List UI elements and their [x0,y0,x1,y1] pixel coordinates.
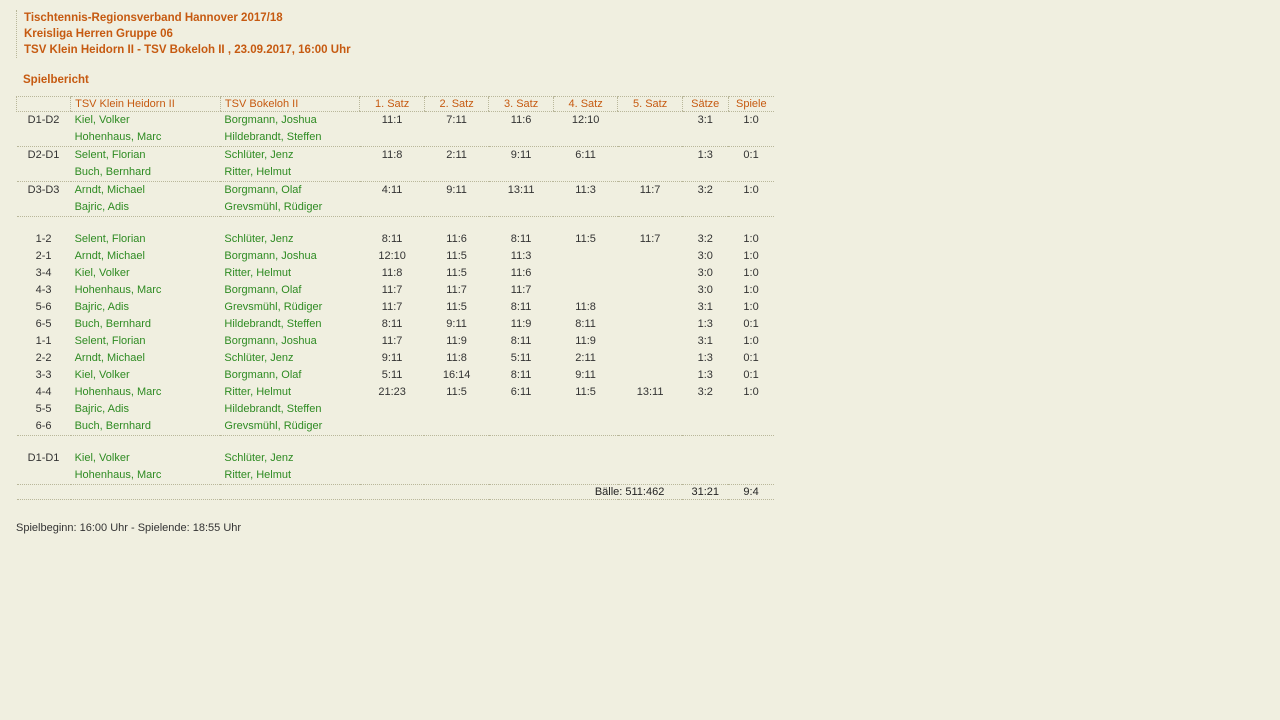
match-id: 6-6 [17,418,71,436]
set-score [489,129,554,147]
away-player: Borgmann, Olaf [224,369,302,381]
set-score [618,282,683,299]
set-score [424,418,489,436]
column-header: 3. Satz [489,97,554,112]
home-player: Buch, Bernhard [71,164,221,182]
spiele-total: 1:0 [743,301,759,313]
saetze-total: 3:2 [697,184,713,196]
match-id: 2-2 [35,352,52,364]
home-player: Hohenhaus, Marc [71,129,221,147]
match-id: 1-1 [35,335,52,347]
set-score: 8:11 [575,318,596,330]
table-row [17,112,775,130]
saetze-total [682,129,728,147]
match-id: 5-5 [35,403,52,415]
match-id: D1-D2 [27,114,60,126]
column-header: TSV Klein Heidorn II [71,97,221,112]
set-score [553,265,618,282]
table-row [17,182,775,200]
set-score [618,333,683,350]
away-player: Borgmann, Joshua [224,250,317,262]
set-score: 8:11 [381,233,403,245]
away-player: Schlüter, Jenz [224,233,294,245]
set-score [424,129,489,147]
set-score: 5:11 [510,352,532,364]
set-score [424,401,489,418]
row-spacer [17,217,775,232]
home-player: Arndt, Michael [74,250,145,262]
match-id: 2-1 [35,250,52,262]
footer-times: Spielbeginn: 16:00 Uhr - Spielende: 18:55 Uhr [16,522,242,534]
away-player: Ritter, Helmut [224,267,292,279]
set-score: 9:11 [381,352,403,364]
set-score [553,199,618,217]
saetze-total [682,418,728,436]
match-id [17,129,71,147]
set-score: 11:6 [510,114,532,126]
set-score [618,129,683,147]
table-row [17,333,775,350]
saetze-total [682,450,728,467]
set-score: 2:11 [446,149,467,161]
home-player: Selent, Florian [74,335,146,347]
spiele-total [728,129,774,147]
saetze-total: 3:1 [697,301,713,313]
saetze-total [682,164,728,182]
away-player: Borgmann, Joshua [224,335,317,347]
match-id: 5-6 [35,301,52,313]
match-id: D3-D3 [27,184,60,196]
home-player: Hohenhaus, Marc [74,284,162,296]
set-score [489,164,554,182]
match-header [16,10,1280,58]
set-score [618,199,683,217]
match-id: D2-D1 [27,149,60,161]
set-score [618,164,683,182]
set-score: 13:11 [507,184,535,196]
spiele-total: 1:0 [743,233,759,245]
saetze-total: 3:1 [697,114,713,126]
spiele-total [728,199,774,217]
column-header: 4. Satz [553,97,618,112]
home-player: Selent, Florian [74,233,146,245]
set-score [553,164,618,182]
set-score [360,450,425,467]
set-score: 16:14 [442,369,471,381]
spiele-total [728,164,774,182]
set-score: 11:9 [510,318,532,330]
set-score [618,147,683,165]
column-header: Spiele [728,97,774,112]
set-score [489,450,554,467]
column-header: TSV Bokeloh II [220,97,359,112]
totals-row [17,485,775,500]
set-score: 4:11 [381,184,403,196]
set-score: 6:11 [510,386,532,398]
set-score: 11:7 [639,184,661,196]
set-score [489,418,554,436]
set-score: 8:11 [510,301,532,313]
set-score: 9:11 [446,318,467,330]
away-player: Schlüter, Jenz [224,352,294,364]
set-score [618,401,683,418]
saetze-total: 3:0 [697,284,713,296]
set-score: 11:6 [446,233,467,245]
set-score [553,401,618,418]
home-player: Buch, Bernhard [71,418,221,436]
away-player: Ritter, Helmut [220,164,359,182]
table-row [17,129,775,147]
column-header: Sätze [682,97,728,112]
spacer-cell [17,436,775,451]
set-score [618,316,683,333]
home-player: Bajric, Adis [71,199,221,217]
home-player: Arndt, Michael [74,352,145,364]
match-id [17,467,71,485]
set-score: 9:11 [446,184,467,196]
set-score: 11:7 [381,284,403,296]
saetze-total: 1:3 [697,149,713,161]
set-score: 11:5 [575,386,596,398]
spiele-total [728,401,774,418]
home-player: Kiel, Volker [74,369,130,381]
set-score [618,467,683,485]
spiele-total: 1:0 [743,284,759,296]
away-player: Hildebrandt, Steffen [220,129,359,147]
away-player: Hildebrandt, Steffen [224,403,322,415]
set-score: 12:10 [378,250,406,262]
set-score [424,467,489,485]
set-score [618,248,683,265]
table-row [17,282,775,299]
match-id: 6-5 [35,318,52,330]
set-score: 9:11 [510,149,532,161]
set-score [489,467,554,485]
set-score: 11:5 [575,233,596,245]
home-player: Selent, Florian [74,149,146,161]
set-score [553,282,618,299]
table-row [17,467,775,485]
away-player: Borgmann, Olaf [224,184,302,196]
set-score: 12:10 [571,114,600,126]
set-score [360,467,425,485]
match-id: 1-2 [35,233,52,245]
away-player: Schlüter, Jenz [224,452,294,464]
home-player: Bajric, Adis [74,403,130,415]
away-player: Hildebrandt, Steffen [224,318,322,330]
table-row [17,199,775,217]
spiele-total: 1:0 [743,267,759,279]
home-player: Arndt, Michael [74,184,145,196]
match-id: 3-4 [35,267,52,279]
balls-total: Bälle: 511:462 [17,485,683,500]
set-score [618,418,683,436]
set-score: 11:3 [575,184,596,196]
spiele-total: 0:1 [743,369,759,381]
spiele-total: 1:0 [743,335,759,347]
saetze-total: 1:3 [697,352,713,364]
spiele-total [728,467,774,485]
header-fixture: TSV Klein Heidorn II - TSV Bokeloh II , 23.09.2017, 16:00 Uhr [24,44,351,56]
spiele-total: 1:0 [743,184,759,196]
match-id: 4-4 [35,386,52,398]
match-id: 4-3 [35,284,52,296]
home-player: Buch, Bernhard [74,318,152,330]
match-id [17,199,71,217]
set-score: 11:7 [381,335,403,347]
away-player: Ritter, Helmut [224,469,292,481]
home-player: Bajric, Adis [74,301,130,313]
table-body [17,97,775,500]
set-score: 8:11 [381,318,403,330]
saetze-total: 3:1 [697,335,713,347]
table-row [17,350,775,367]
away-player: Grevsmühl, Rüdiger [224,301,323,313]
home-player: Kiel, Volker [74,114,130,126]
away-player: Borgmann, Olaf [224,284,302,296]
section-title: Spielbericht [23,74,89,86]
spacer-cell [17,217,775,232]
table-row [17,401,775,418]
set-score [618,350,683,367]
set-score [360,129,425,147]
spiele-total: 1:0 [743,250,759,262]
set-score: 11:7 [510,284,532,296]
table-row [17,147,775,165]
set-score [553,248,618,265]
set-score: 11:6 [510,267,532,279]
table-row [17,265,775,282]
table-row [17,450,775,467]
table-header-row [17,97,775,112]
set-score: 11:5 [446,267,467,279]
column-header: 1. Satz [360,97,425,112]
set-score: 11:5 [446,301,467,313]
set-score: 11:7 [639,233,661,245]
away-player: Borgmann, Joshua [224,114,317,126]
set-score [489,199,554,217]
row-spacer [17,436,775,451]
set-score [553,418,618,436]
set-score [489,401,554,418]
set-score [360,418,425,436]
spiele-total: 0:1 [743,318,759,330]
set-score [360,164,425,182]
set-score: 11:7 [446,284,467,296]
set-score [553,450,618,467]
set-score: 11:5 [446,386,467,398]
set-score: 11:5 [446,250,467,262]
spiele-total [728,418,774,436]
column-header [17,97,71,112]
home-player: Hohenhaus, Marc [74,469,162,481]
set-score: 8:11 [510,335,532,347]
set-score [553,467,618,485]
set-score: 9:11 [575,369,596,381]
set-score [618,265,683,282]
set-score: 11:8 [446,352,467,364]
set-score: 2:11 [575,352,596,364]
spiele-total: 1:0 [743,114,759,126]
set-score [360,199,425,217]
saetze-total: 3:2 [697,233,713,245]
set-score: 6:11 [575,149,596,161]
set-score [424,450,489,467]
spiele-total [728,450,774,467]
set-score [618,112,683,130]
set-score: 11:9 [446,335,467,347]
spiele-total: 0:1 [743,352,759,364]
spiele-total: 1:0 [743,386,759,398]
column-header: 5. Satz [618,97,683,112]
away-player: Schlüter, Jenz [224,149,294,161]
spiele-grand-total: 9:4 [728,485,774,500]
saetze-total [682,199,728,217]
away-player: Ritter, Helmut [224,386,292,398]
set-score [360,401,425,418]
set-score: 11:8 [381,149,403,161]
set-score [424,199,489,217]
table-row [17,316,775,333]
match-id: 3-3 [35,369,52,381]
set-score [618,299,683,316]
column-header: 2. Satz [424,97,489,112]
header-association: Tischtennis-Regionsverband Hannover 2017/18 [24,12,283,24]
set-score: 11:3 [510,250,532,262]
table-row [17,418,775,436]
set-score: 8:11 [510,369,532,381]
home-player: Kiel, Volker [74,267,130,279]
saetze-total: 3:2 [697,386,713,398]
saetze-total [682,467,728,485]
table-row [17,164,775,182]
set-score [553,129,618,147]
set-score: 11:8 [381,267,403,279]
saetze-total: 1:3 [697,369,713,381]
set-score: 13:11 [636,386,664,398]
saetze-total [682,401,728,418]
saetze-total: 1:3 [697,318,713,330]
match-report-table [16,96,774,500]
set-score: 11:1 [381,114,403,126]
table-row [17,299,775,316]
spiele-total: 0:1 [743,149,759,161]
set-score: 11:7 [381,301,403,313]
table-row [17,231,775,248]
set-score: 8:11 [510,233,532,245]
match-id: D1-D1 [27,452,60,464]
table-row [17,367,775,384]
set-score: 11:8 [575,301,596,313]
set-score: 7:11 [446,114,467,126]
set-score [618,450,683,467]
table-row [17,248,775,265]
saetze-total: 3:0 [697,250,713,262]
home-player: Kiel, Volker [74,452,130,464]
saetze-total: 3:0 [697,267,713,279]
away-player: Grevsmühl, Rüdiger [220,199,359,217]
set-score: 5:11 [381,369,403,381]
away-player: Grevsmühl, Rüdiger [220,418,359,436]
set-score [618,367,683,384]
saetze-grand-total: 31:21 [682,485,728,500]
set-score [424,164,489,182]
set-score: 11:9 [575,335,596,347]
header-league: Kreisliga Herren Gruppe 06 [24,28,173,40]
table-row [17,384,775,401]
set-score: 21:23 [378,386,406,398]
home-player: Hohenhaus, Marc [74,386,162,398]
match-id [17,164,71,182]
